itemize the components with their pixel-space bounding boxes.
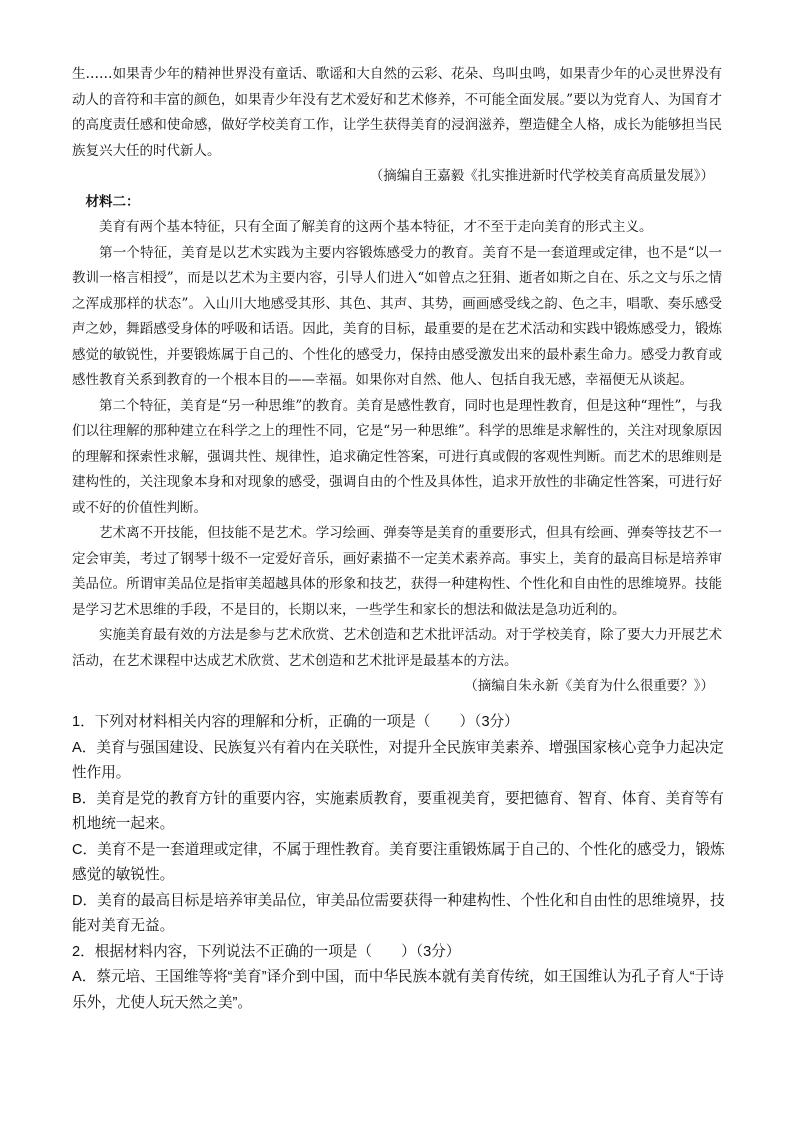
source-citation-1: （摘编自王嘉毅《扎实推进新时代学校美育高质量发展》）: [369, 168, 714, 184]
material2-paragraph: 第一个特征，美育是以艺术实践为主要内容锻炼感受力的教育。美育不是一套道理或定律，也不是“以一教训一格言相授”，而是以艺术为主要内容，引导人们进入“如曾点之狂狷、逝者如斯之自在、乐之文与乐之情之浑成那样的状态”。入山川大地感受其形、其色、其声、其势，画画感受线之韵、色之丰，唱歌、奏乐感受声之妙，舞蹈感受身体的呼吸和话语。因此，美育的目标，最重要的是在艺术活动和实践中锻炼感受力，锻炼感觉的敏锐性，并要锻炼属于自己的、个性化的感受力，保持由感受激发出来的最朴素生命力。感受力教育或感性教育关系到教育的一个根本目的——幸福。如果你对自然、他人、包括自我无感，幸福便无从谈起。: [72, 244, 722, 388]
reading-passage: [72, 62, 722, 700]
material2-paragraph: 艺术离不开技能，但技能不是艺术。学习绘画、弹奏等是美育的重要形式，但具有绘画、弹奏等技艺不一定会审美，考过了钢琴十级不一定爱好音乐，画好素描不一定美术素养高。事实上，美育的最高目标是培养审美品位。所谓审美品位是指审美超越具体的形象和技艺，获得一种建构性、个性化和自由性的思维境界。技能是学习艺术思维的手段，不是目的，长期以来，一些学生和家长的想法和做法是急功近利的。: [72, 525, 722, 618]
question-1-option-a: A．美育与强国建设、民族复兴有着内在关联性，对提升全民族审美素养、增强国家核心竞争力起决定性作用。: [72, 739, 724, 781]
question-1-stem: 1．下列对材料相关内容的理解和分析，正确的一项是（ ）（3分）: [72, 714, 519, 730]
material2-paragraph: 实施美育最有效的方法是参与艺术欣赏、艺术创造和艺术批评活动。对于学校美育，除了要大力开展艺术活动，在艺术课程中达成艺术欣赏、艺术创造和艺术批评是最基本的方法。: [72, 627, 722, 669]
question-2-stem: 2．根据材料内容，下列说法不正确的一项是（ ）（3分）: [72, 943, 461, 960]
question-1-option-c: C．美育不是一套道理或定律，不属于理性教育。美育要注重锻炼属于自己的、个性化的感受力，锻炼感觉的敏锐性。: [72, 841, 725, 883]
material1-tail-paragraph: 生……如果青少年的精神世界没有童话、歌谣和大自然的云彩、花朵、鸟叫虫鸣，如果青少年的心灵世界没有动人的音符和丰富的颜色，如果青少年没有艺术爱好和艺术修养，不可能全面发展。”要以为党育人、为国育才的高度责任感和使命感，做好学校美育工作，让学生获得美育的浸润滋养，塑造健全人格，成长为能够担当民族复兴大任的时代新人。: [72, 66, 722, 159]
question-section: [72, 710, 727, 1016]
question-1-option-b: B．美育是党的教育方针的重要内容，实施素质教育，要重视美育，要把德育、智育、体育、美育等有机地统一起来。: [72, 790, 724, 832]
question-1-option-d: D．美育的最高目标是培养审美品位，审美品位需要获得一种建构性、个性化和自由性的思维境界，技能对美育无益。: [72, 892, 725, 934]
source-citation-2: （摘编自朱永新《美育为什么很重要？》）: [464, 678, 714, 694]
material2-paragraph: 美育有两个基本特征，只有全面了解美育的这两个基本特征，才不至于走向美育的形式主义。: [99, 219, 653, 235]
material2-heading: 材料二：: [85, 193, 140, 210]
material2-paragraph: 第二个特征，美育是“另一种思维”的教育。美育是感性教育，同时也是理性教育，但是这种“理性”，与我们以往理解的那种建立在科学之上的理性不同，它是“另一种思维”。科学的思维是求解性的，关注对现象原因的理解和探索性求解，强调共性、规律性，追求确定性答案，可进行真或假的客观性判断。而艺术的思维则是建构性的，关注现象本身和对现象的感受，强调自由的个性及具体性，追求开放性的非确定性答案，可进行好或不好的价值性判断。: [72, 397, 722, 516]
question-2-option-a: A．蔡元培、王国维等将“美育”译介到中国，而中华民族本就有美育传统，如王国维认为孔子育人“于诗乐外，尤使人玩天然之美”。: [72, 969, 724, 1011]
